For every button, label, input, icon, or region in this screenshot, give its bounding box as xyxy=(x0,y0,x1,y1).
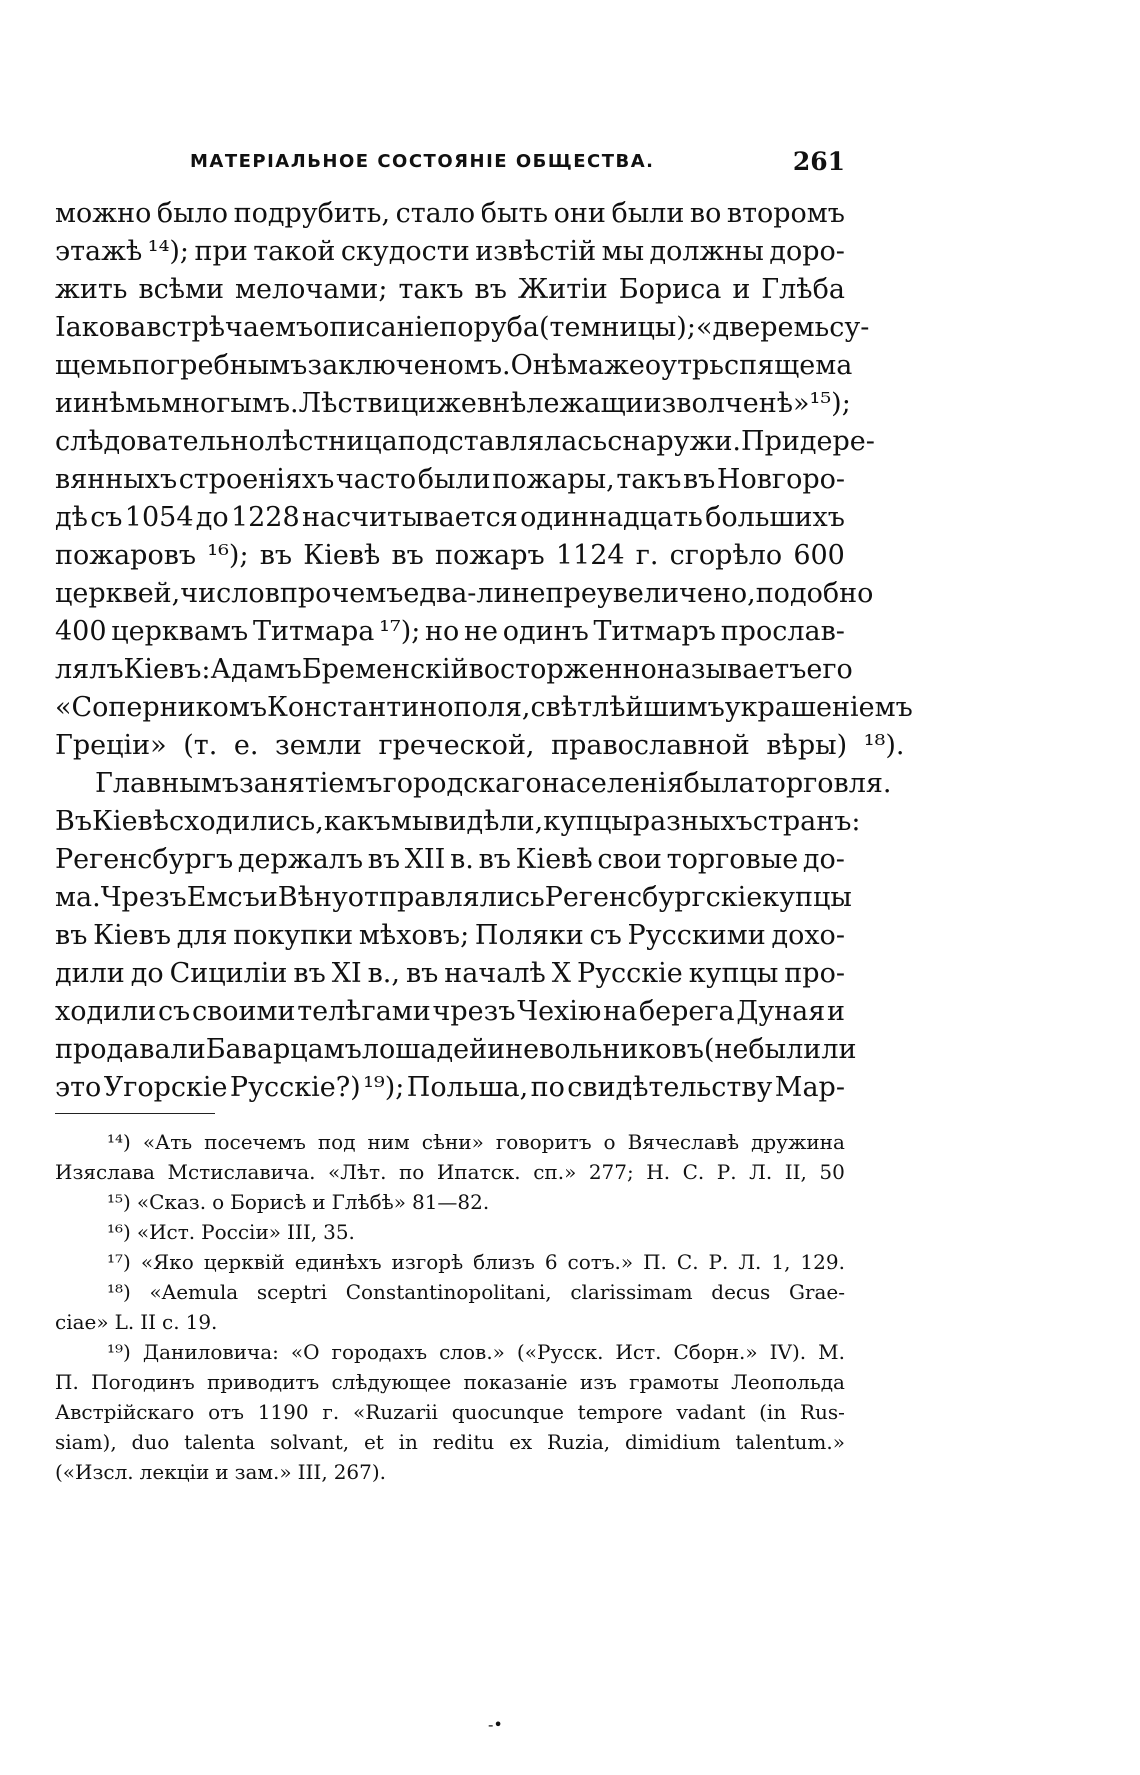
text-line: можно было подрубить, стало быть они были во второмъ xyxy=(55,198,845,229)
text-line: церквей, число впрочемъ едва-ли не преувеличено, подобно xyxy=(55,578,874,609)
text-line: Въ Кіевѣ сходились, какъ мы видѣли, купцы разныхъ странъ: xyxy=(55,806,861,837)
text-line: жить всѣми мелочами; такъ въ Житіи Бориса и Глѣба xyxy=(55,274,845,305)
bottom-mark: -• xyxy=(488,1715,503,1734)
footnote-line: Австрійскаго отъ 1190 г. «Ruzarii quocunque tempore vadant (in Rus- xyxy=(55,1400,845,1424)
page-number: 261 xyxy=(792,147,845,176)
footnote-line: ¹⁴) «Ать посечемъ под ним сѣни» говоритъ о Вячеславѣ дружина xyxy=(107,1130,845,1154)
footnote-line: siam), duo talenta solvant, et in reditu ex Ruzia, dimidium talentum.» xyxy=(55,1430,845,1454)
text-line: продавали Баварцамъ лошадей и невольниковъ (не были ли xyxy=(55,1034,857,1065)
text-line: ма. Чрезъ Емсъ и Вѣну отправлялись Регенсбургскіе купцы xyxy=(55,882,852,913)
text-line: Главнымъ занятіемъ городскаго населенія была торговля. xyxy=(95,768,892,799)
text-line: ходили съ своими телѣгами чрезъ Чехію на берега Дуная и xyxy=(55,996,845,1027)
text-line: 400 церквамъ Титмара ¹⁷); но не одинъ Титмаръ прослав- xyxy=(55,616,845,647)
footnote-line: ¹⁸) «Aemula sceptri Constantinopolitani, clarissimam decus Grae- xyxy=(107,1280,845,1304)
text-line: щемь погребнымъ заключеномъ. Онѣма же оутрь спящема xyxy=(55,350,853,381)
text-line: дили до Сициліи въ XI в., въ началѣ X Русскіе купцы про- xyxy=(55,958,845,989)
text-line: пожаровъ ¹⁶); въ Кіевѣ въ пожаръ 1124 г. сгорѣло 600 xyxy=(55,540,845,571)
footnotes xyxy=(55,1127,845,1487)
text-line: дѣ съ 1054 до 1228 насчитывается одиннадцать большихъ xyxy=(55,502,845,533)
text-line: въ Кіевъ для покупки мѣховъ; Поляки съ Русскими дохо- xyxy=(55,920,845,951)
text-line: этажѣ ¹⁴); при такой скудости извѣстій мы должны доро- xyxy=(55,236,845,267)
footnote-line: («Изсл. лекціи и зам.» III, 267). xyxy=(55,1460,387,1484)
text-line: «Соперникомъ Константинополя, свѣтлѣйшимъ украшеніемъ xyxy=(55,692,913,723)
footnote-line: ¹⁵) «Сказ. о Борисѣ и Глѣбѣ» 81—82. xyxy=(107,1190,490,1214)
text-line: Регенсбургъ держалъ въ XII в. въ Кіевѣ свои торговые до- xyxy=(55,844,845,875)
footnote-line: П. Погодинъ приводитъ слѣдующее показаніе изъ грамоты Леопольда xyxy=(55,1370,845,1394)
footnote-divider xyxy=(55,1113,215,1114)
footnote-line: ciae» L. II c. 19. xyxy=(55,1310,218,1334)
footnote-line: ¹⁷) «Яко церквій единѣхъ изгорѣ близъ 6 сотъ.» П. С. Р. Л. 1, 129. xyxy=(107,1250,845,1274)
text-line: слѣдовательно лѣстница подставлялась снаружи. При дере- xyxy=(55,426,875,457)
text-line: лялъ Кіевъ: Адамъ Бременскій восторженно называетъ его xyxy=(55,654,853,685)
text-line: это Угорскіе Русскіе?) ¹⁹); Польша, по свидѣтельству Мар- xyxy=(55,1072,845,1103)
text-line: Греціи» (т. е. земли греческой, православной вѣры) ¹⁸). xyxy=(55,730,905,761)
footnote-line: Изяслава Мстиславича. «Лѣт. по Ипатск. сп.» 277; Н. С. Р. Л. II, 50 xyxy=(55,1160,845,1184)
main-text xyxy=(55,195,913,1107)
footnote-line: ¹⁶) «Ист. Россіи» III, 35. xyxy=(107,1220,355,1244)
text-line: и инѣмь многымъ. Лѣствици же внѣ лежащи изволченѣ» ¹⁵); xyxy=(55,388,851,419)
text-line: вянныхъ строеніяхъ часто были пожары, такъ въ Новгоро- xyxy=(55,464,845,495)
text-line: Іакова встрѣчаемъ описаніе поруба (темницы); «дверемь су- xyxy=(55,312,870,343)
header-title: МАТЕРІАЛЬНОЕ СОСТОЯНІЕ ОБЩЕСТВА. xyxy=(190,151,655,172)
footnote-line: ¹⁹) Даниловича: «О городахъ слов.» («Русск. Ист. Сборн.» IV). М. xyxy=(107,1340,845,1364)
running-header xyxy=(190,147,845,177)
